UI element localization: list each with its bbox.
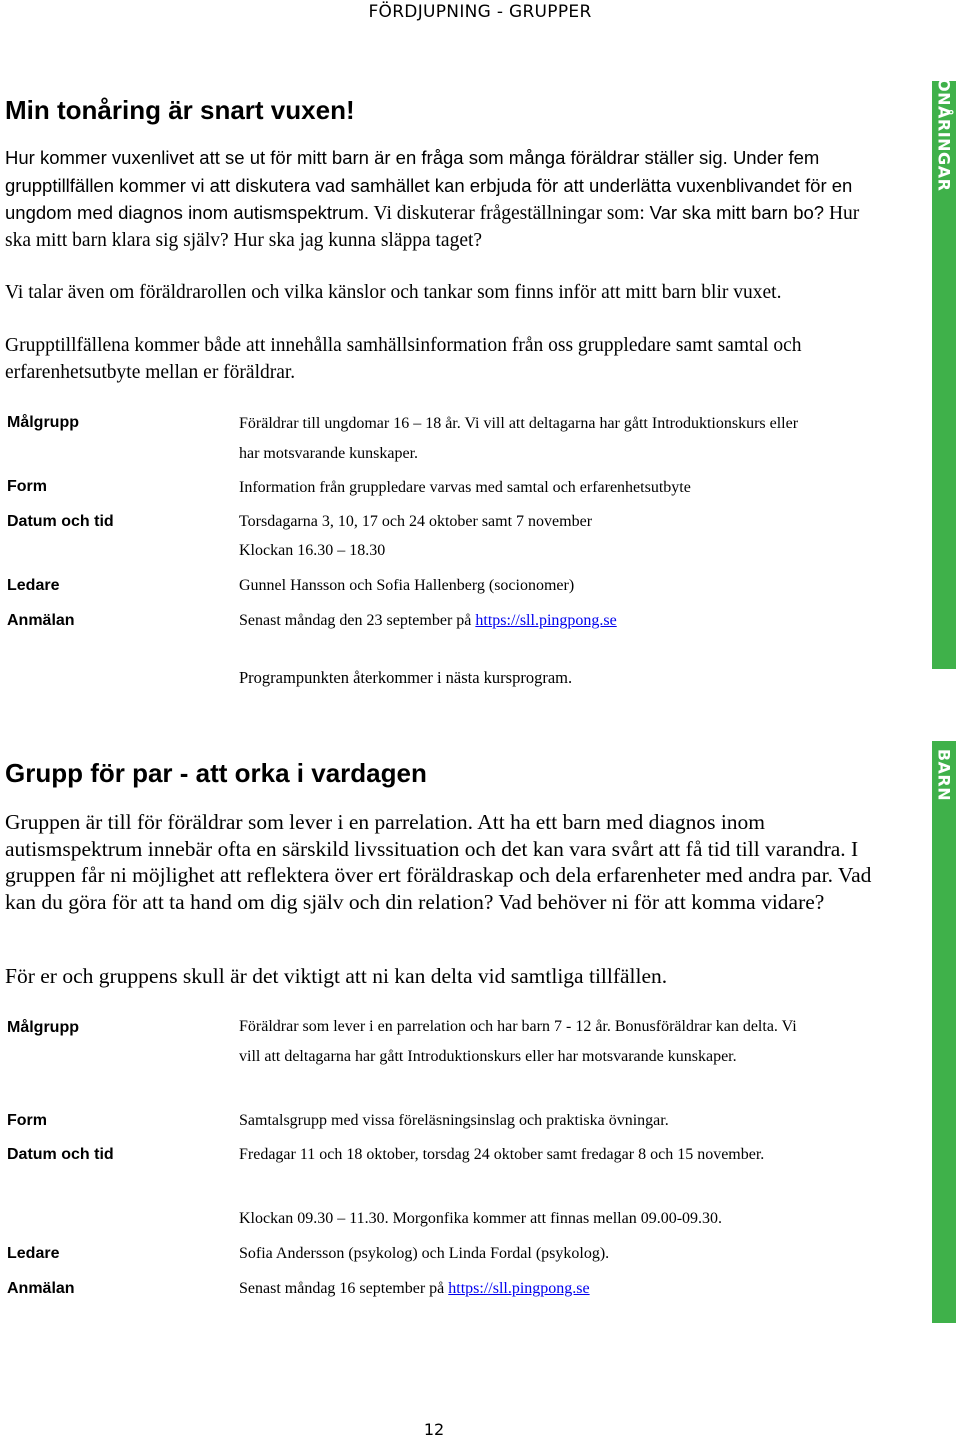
info-value-anmalan <box>239 1274 809 1304</box>
intro-text: Vi diskuterar frågeställningar som: <box>369 203 650 224</box>
info-label-datum: Datum och tid <box>7 1146 114 1163</box>
section-paragraph: Grupptillfällena kommer både att innehålla samhällsinformation från oss gruppledare samt samtal och erfarenhetsutbyte mellan er föräldrar. <box>5 335 802 383</box>
intro-text: Hur ska mitt barn klara sig själv? Hur ska jag kunna släppa taget? <box>5 203 860 251</box>
intro-text: Hur kommer vuxenlivet att se ut för mitt barn är en fråga som många föräldrar ställer sig. Under fem grupptillfällen kommer vi att diskutera vad samhället kan erbjuda för att underlätta vuxenblivandet för en ungdom med diagnos inom autismspektrum. <box>5 147 853 223</box>
info-value-form: Samtalsgrupp med vissa föreläsningsinslag och praktiska övningar. <box>239 1112 669 1129</box>
info-value-ledare: Sofia Andersson (psykolog) och Linda Fordal (psykolog). <box>239 1245 610 1262</box>
section-tab-barn <box>932 741 956 1323</box>
anmalan-text: Senast måndag 16 september på <box>239 1280 449 1297</box>
info-label-datum: Datum och tid <box>7 513 114 530</box>
section-tab-tonaringar <box>932 66 956 669</box>
intro-text: Var ska mitt barn bo? <box>649 202 825 223</box>
section-paragraph: Vi talar även om föräldrarollen och vilka känslor och tankar som finns inför att mitt barn blir vuxet. <box>5 282 782 303</box>
registration-link[interactable]: https://sll.pingpong.se <box>448 1280 590 1297</box>
anmalan-text: Senast måndag den 23 september på <box>239 612 476 629</box>
info-label-form: Form <box>7 1112 47 1129</box>
info-label-anmalan: Anmälan <box>7 612 75 629</box>
section-paragraph: För er och gruppens skull är det viktigt att ni kan delta vid samtliga tillfällen. <box>5 964 668 988</box>
section-title: Min tonåring är snart vuxen! <box>5 95 355 125</box>
section-paragraph: Gruppen är till för föräldrar som lever i en parrelation. Att ha ett barn med diagnos inom autismspektrum innebär ofta en särskild livssituation och det kan vara svårt att få tid till varandra. I gruppen får ni möjlighet att reflektera över ert föräldraskap och dela erfarenheter med andra par. Vad kan du göra för att ta hand om dig själv och din relation? Vad behöver ni för att komma vidare? <box>5 810 872 914</box>
info-label-malgrupp: Målgrupp <box>7 1019 79 1036</box>
info-value-datum: Fredagar 11 och 18 oktober, torsdag 24 oktober samt fredagar 8 och 15 november. <box>239 1146 765 1163</box>
info-value-ledare: Gunnel Hansson och Sofia Hallenberg (socionomer) <box>239 577 575 594</box>
section-title: Grupp för par - att orka i vardagen <box>5 758 427 788</box>
info-value-malgrupp: Föräldrar som lever i en parrelation och har barn 7 - 12 år. Bonusföräldrar kan delta. Vi vill att deltagarna har gått Introduktionskurs eller har motsvarande kunskaper. <box>239 1018 797 1065</box>
section-tab-label: BARN <box>934 748 954 802</box>
registration-link[interactable]: https://sll.pingpong.se <box>475 612 617 629</box>
info-label-ledare: Ledare <box>7 1245 60 1262</box>
section-tab-label: TONÅRINGAR <box>934 66 954 192</box>
info-value-time: Klockan 09.30 – 11.30. Morgonfika kommer att finnas mellan 09.00-09.30. <box>239 1210 723 1227</box>
info-label-malgrupp: Målgrupp <box>7 414 79 431</box>
page-header: FÖRDJUPNING - GRUPPER <box>368 2 592 22</box>
info-value-form: Information från gruppledare varvas med samtal och erfarenhetsutbyte <box>239 479 691 496</box>
info-label-anmalan: Anmälan <box>7 1280 75 1297</box>
info-value-datum: Torsdagarna 3, 10, 17 och 24 oktober samt 7 november <box>239 513 593 530</box>
section-intro <box>5 145 885 254</box>
info-value-malgrupp: Föräldrar till ungdomar 16 – 18 år. Vi vill att deltagarna har gått Introduktionskurs eller har motsvarande kunskaper. <box>239 415 799 462</box>
info-label-ledare: Ledare <box>7 577 60 594</box>
program-note: Programpunkten återkommer i nästa kursprogram. <box>239 668 573 687</box>
info-value-anmalan <box>239 606 809 636</box>
info-label-form: Form <box>7 478 47 495</box>
info-value-time: Klockan 16.30 – 18.30 <box>239 542 386 559</box>
page-number: 12 <box>423 1420 445 1439</box>
